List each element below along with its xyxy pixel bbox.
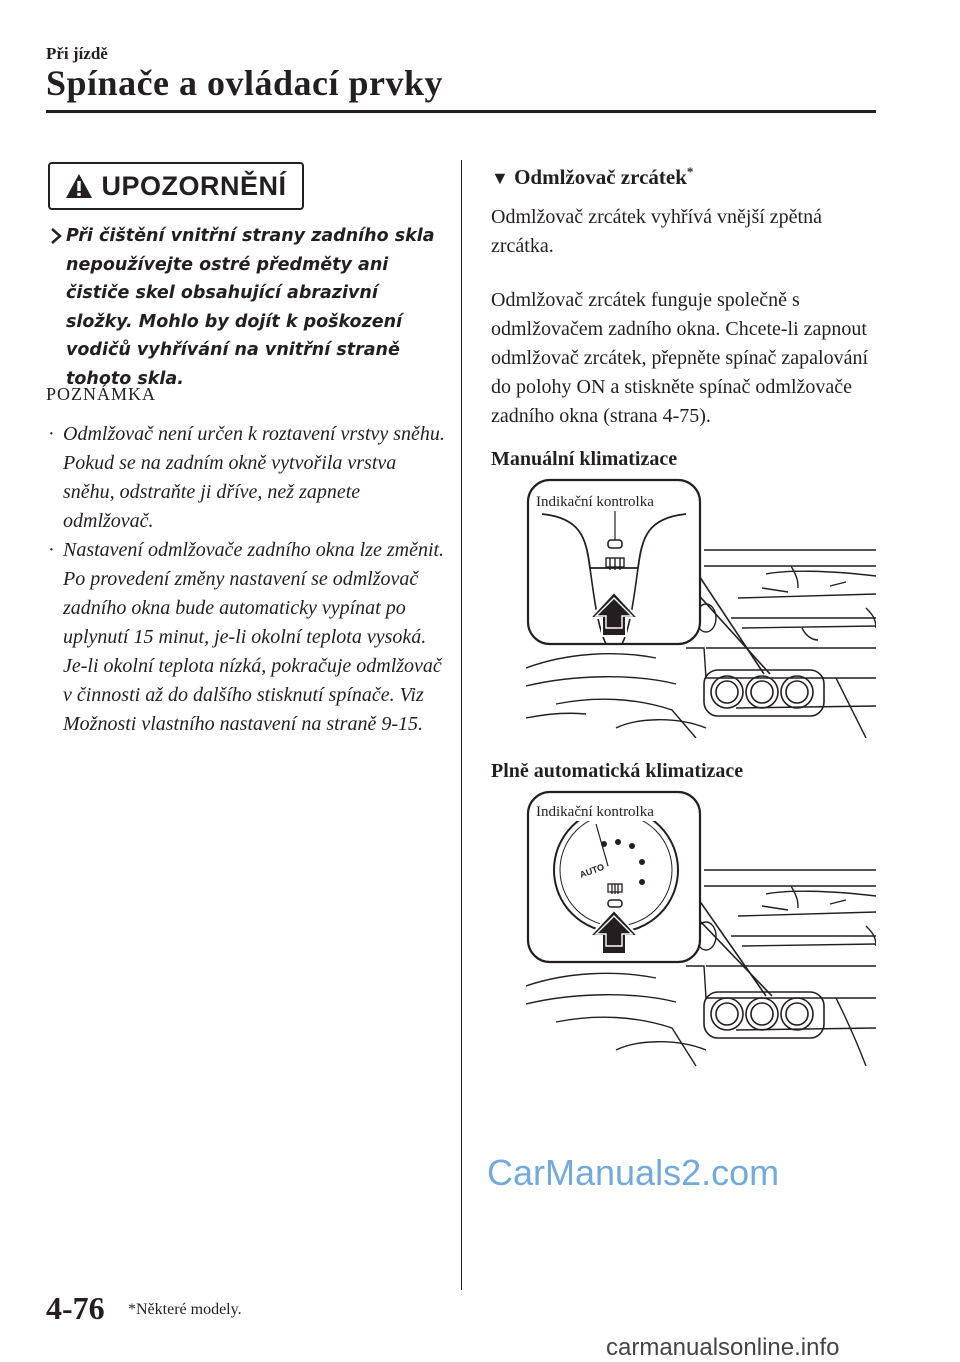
warning-icon: [65, 173, 93, 199]
watermark-brand: CarManuals2.com: [487, 1152, 780, 1193]
page-title: Spínače a ovládací prvky: [46, 63, 444, 103]
page-number: 4-76: [46, 1290, 105, 1326]
figure-2: [526, 790, 876, 1075]
footer-note: *Některé modely.: [128, 1301, 242, 1318]
column-divider: [461, 160, 462, 1290]
figure-2-heading: Plně automatická klimatizace: [491, 760, 744, 782]
title-rule: [46, 110, 876, 113]
figure-1: [526, 478, 876, 743]
figure-2-label: Indikační kontrolka: [536, 804, 654, 820]
asterisk: *: [686, 164, 694, 179]
note-text: Odmlžovač není určen k roztavení vrstvy sněhu. Pokud se na zadním okně vytvořila vrstva sněhu, odstraňte ji dříve, než zapnete odmlžovač.: [63, 423, 445, 532]
figure-1-label: Indikační kontrolka: [536, 494, 654, 510]
note-item: [46, 420, 446, 536]
mirror-para-1: Odmlžovač zrcátek vyhřívá vnější zpětná zrcátka.: [491, 206, 822, 257]
warning-item: [50, 222, 450, 393]
manual-climate-illustration: [526, 478, 876, 738]
figure-1-heading: Manuální klimatizace: [491, 448, 678, 470]
mirror-heading-text: Odmlžovač zrcátek: [514, 165, 687, 189]
section-label: Při jízdě: [46, 44, 108, 63]
note-item: [46, 536, 446, 739]
warning-box: [48, 162, 304, 210]
automatic-climate-illustration: [526, 790, 876, 1070]
arrow-icon: [50, 222, 62, 250]
mirror-heading: [491, 164, 693, 190]
bullet: ·: [48, 423, 55, 445]
warning-text: Při čištění vnitřní strany zadního skla nepoužívejte ostré předměty ani čističe skel obsahující abrazivní složky. Mohlo by dojít k poškození vodičů vyhřívání na vnitřní straně tohoto skla.: [66, 226, 435, 389]
bullet: ·: [48, 539, 55, 561]
watermark-site: carmanualsonline.info: [606, 1334, 840, 1361]
note-heading: POZNÁMKA: [46, 384, 157, 404]
mirror-para-2: Odmlžovač zrcátek funguje společně s odmlžovačem zadního okna. Chcete-li zapnout odmlžovač zrcátek, přepněte spínač zapalování do polohy ON a stiskněte spínač odmlžovače zadního okna (strana 4-75).: [491, 289, 869, 427]
warning-label: UPOZORNĚNÍ: [101, 170, 287, 201]
note-list: [46, 420, 446, 739]
note-text: Nastavení odmlžovače zadního okna lze změnit. Po provedení změny nastavení se odmlžovač zadního okna bude automaticky vypínat po uplynutí 15 minut, je-li okolní teplota vysoká. Je-li okolní teplota nízká, pokračuje odmlžovač v činnosti až do dalšího stisknutí spínače. Viz Možnosti vlastního nastavení na straně 9-15.: [63, 539, 445, 735]
triangle-icon: ▼: [491, 168, 509, 188]
auto-text: AUTO: [578, 861, 606, 880]
